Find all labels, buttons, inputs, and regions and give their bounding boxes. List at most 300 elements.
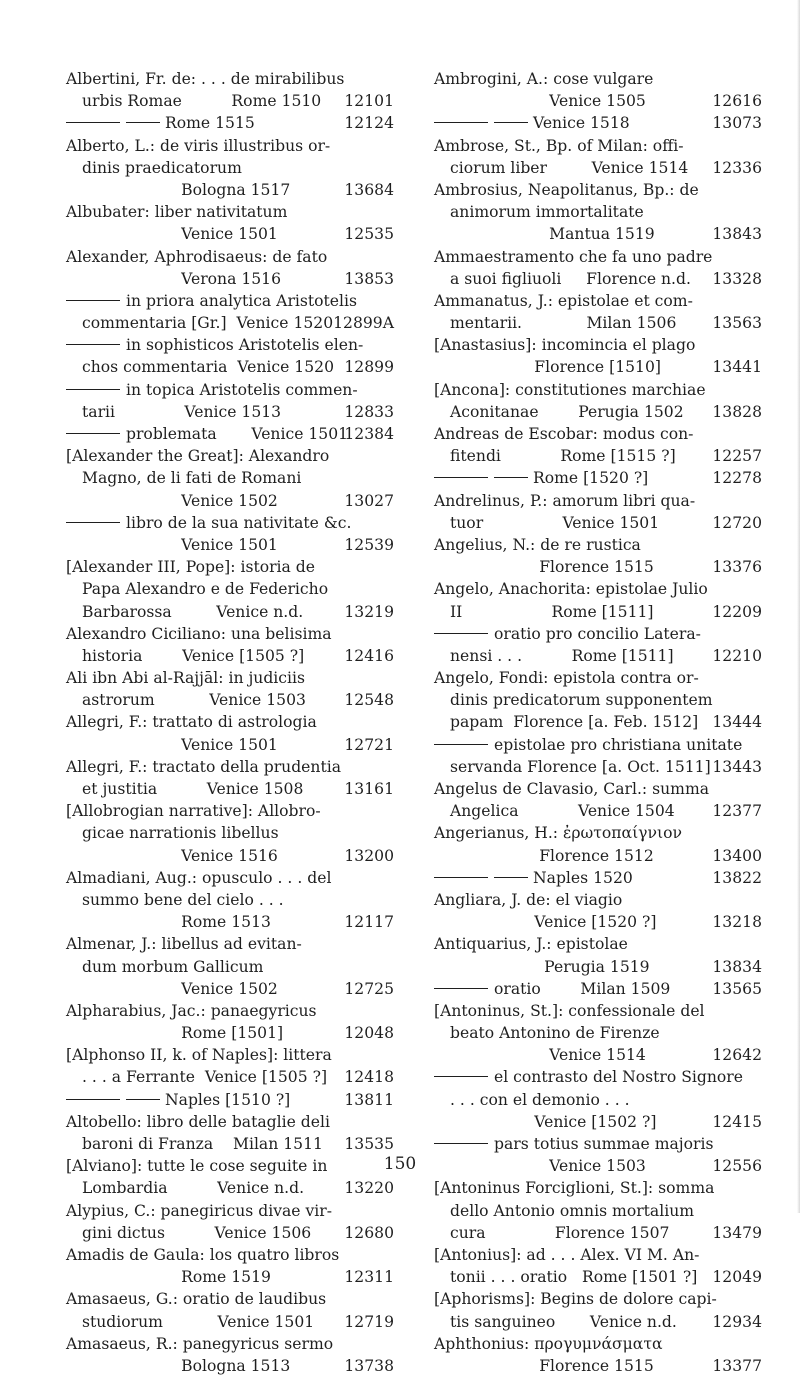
ditto-dash	[66, 522, 120, 523]
entry-text-content: beato Antonino de Firenze	[450, 1024, 660, 1043]
entry-text	[66, 1288, 326, 1310]
entry-text	[434, 423, 693, 445]
entry-line	[434, 1200, 762, 1222]
entry-line	[66, 1288, 394, 1310]
catalog-number: 12416	[344, 646, 394, 665]
entry-text	[434, 90, 646, 112]
entry-text	[66, 911, 271, 933]
entry-text-content: Angelius, N.: de re rustica	[434, 535, 641, 554]
entry-text-content: servanda Florence [a. Oct. 1511]	[450, 757, 711, 776]
catalog-number: 12209	[712, 602, 762, 621]
entry-text-content: Venice 1501	[82, 735, 278, 754]
entry-text-content: gicae narrationis libellus	[82, 824, 279, 843]
entry-line	[66, 1044, 394, 1066]
entry-text-content: historia Venice [1505 ?]	[82, 646, 305, 665]
entry-line	[66, 933, 394, 955]
catalog-entry	[66, 334, 394, 378]
entry-text	[66, 490, 278, 512]
catalog-number: 12720	[712, 513, 762, 532]
catalog-number: 12680	[344, 1223, 394, 1242]
catalog-number: 13843	[712, 225, 762, 244]
entry-text-content: [Ancona]: constitutiones marchiae	[434, 380, 706, 399]
catalog-entry	[66, 246, 394, 290]
entry-line	[434, 334, 762, 356]
entry-text	[434, 1111, 656, 1133]
entry-text	[66, 356, 334, 378]
catalog-entry	[66, 1333, 394, 1377]
catalog-number: 12049	[712, 1268, 762, 1287]
entry-text	[66, 734, 278, 756]
entry-text	[434, 1000, 705, 1022]
entry-text-content: Rome [1501]	[82, 1024, 284, 1043]
entry-line	[434, 90, 762, 112]
entry-line	[66, 911, 394, 933]
entry-text-content: nensi . . . Rome [1511]	[450, 646, 674, 665]
entry-text-content: tonii . . . oratio Rome [1501 ?]	[450, 1268, 698, 1287]
entry-text	[434, 1200, 694, 1222]
entry-text-content: Naples 1520	[533, 868, 633, 887]
catalog-entry	[66, 756, 394, 800]
catalog-number: 12725	[344, 979, 394, 998]
catalog-entry	[434, 778, 762, 822]
entry-line	[66, 223, 394, 245]
entry-text-content: Papa Alexandro e de Federicho	[82, 580, 329, 599]
catalog-entry	[434, 1000, 762, 1067]
entry-text	[66, 1044, 332, 1066]
entry-text-content: Ambrosius, Neapolitanus, Bp.: de	[434, 180, 699, 199]
entry-text	[66, 246, 327, 268]
catalog-entry	[434, 1288, 762, 1332]
entry-line	[66, 490, 394, 512]
entry-line	[434, 246, 762, 268]
entry-line	[434, 578, 762, 600]
entry-line	[434, 845, 762, 867]
entry-text-content: Almenar, J.: libellus ad evitan-	[66, 935, 302, 954]
catalog-entry	[66, 445, 394, 512]
right-column	[434, 68, 762, 1377]
entry-line	[434, 68, 762, 90]
catalog-entry	[434, 667, 762, 734]
page-number: 150	[383, 1154, 417, 1174]
entry-text-content: in sophisticos Aristotelis elen-	[126, 336, 364, 355]
catalog-entry	[66, 1200, 394, 1244]
catalog-number: 13219	[344, 602, 394, 621]
entry-line	[434, 179, 762, 201]
entry-text-content: dello Antonio omnis mortalium	[450, 1201, 695, 1220]
catalog-entry	[66, 623, 394, 667]
entry-text	[66, 423, 348, 445]
ditto-dash	[66, 1099, 120, 1100]
entry-text-content: dum morbum Gallicum	[82, 957, 264, 976]
entry-text	[66, 1266, 271, 1288]
entry-text-content: Rome 1515	[165, 114, 255, 133]
catalog-number: 12535	[344, 225, 394, 244]
entry-text	[66, 556, 315, 578]
entry-line	[66, 1311, 394, 1333]
entry-line	[434, 867, 762, 889]
entry-text-content: [Alphonso II, k. of Naples]: littera	[66, 1046, 332, 1065]
entry-text-content: [Alexander III, Pope]: istoria de	[66, 558, 316, 577]
entry-text-content: Amadis de Gaula: los quatro libros	[66, 1245, 340, 1264]
entry-text	[434, 135, 684, 157]
entry-text	[66, 1333, 333, 1355]
entry-text	[434, 800, 675, 822]
entry-text-content: Florence 1515	[450, 1356, 654, 1375]
entry-text-content: commentaria [Gr.] Venice 1520	[82, 314, 334, 333]
entry-text-content: libro de la sua nativitate &c.	[126, 513, 352, 532]
entry-line	[434, 223, 762, 245]
catalog-entry	[434, 1244, 762, 1288]
entry-text	[434, 246, 712, 268]
entry-text	[434, 845, 654, 867]
entry-line	[434, 1333, 762, 1355]
entry-line	[66, 423, 394, 445]
catalog-entry	[434, 68, 762, 112]
catalog-number: 13738	[344, 1356, 394, 1375]
entry-text	[434, 179, 699, 201]
entry-line	[66, 312, 394, 334]
entry-text	[66, 1311, 314, 1333]
entry-text-content: tis sanguineo Venice n.d.	[450, 1312, 677, 1331]
entry-text	[66, 623, 332, 645]
entry-text-content: Rome [1520 ?]	[533, 469, 649, 488]
catalog-number: 12616	[712, 92, 762, 111]
catalog-entry	[434, 112, 762, 134]
entry-text-content: Florence [1510]	[450, 358, 661, 377]
entry-text-content: [Antoninus, St.]: confessionale del	[434, 1001, 705, 1020]
entry-text	[66, 334, 363, 356]
catalog-entry	[434, 933, 762, 977]
catalog-entry	[66, 135, 394, 202]
catalog-entry	[434, 867, 762, 889]
entry-line	[66, 1266, 394, 1288]
entry-line	[66, 734, 394, 756]
entry-text-content: [Alexander the Great]: Alexandro	[66, 447, 330, 466]
entry-text-content: [Anastasius]: incomincia el plago	[434, 336, 696, 355]
ditto-dash	[434, 744, 488, 745]
catalog-entry	[434, 978, 762, 1000]
left-column	[66, 68, 394, 1377]
entry-text-content: Rome 1519	[82, 1268, 271, 1287]
entry-line	[434, 1022, 762, 1044]
catalog-number: 13073	[712, 114, 762, 133]
ditto-dash	[494, 477, 528, 478]
entry-text	[434, 1066, 743, 1088]
catalog-entry	[434, 822, 762, 866]
entry-text	[66, 467, 301, 489]
entry-line	[66, 889, 394, 911]
entry-text-content: cura Florence 1507	[450, 1223, 670, 1242]
entry-text-content: Ammaestramento che fa uno padre	[434, 247, 713, 266]
catalog-entry	[434, 334, 762, 378]
entry-line	[66, 1089, 394, 1111]
catalog-entry	[66, 933, 394, 1000]
entry-text-content: Venice 1516	[82, 846, 278, 865]
entry-text-content: Angerianus, H.: ἐρωτοπαίγνιον	[434, 824, 682, 843]
ditto-dash	[126, 1099, 160, 1100]
entry-line	[66, 1022, 394, 1044]
entry-line	[434, 401, 762, 423]
ditto-dash	[434, 633, 488, 634]
ditto-dash	[494, 877, 528, 878]
catalog-number: 13200	[344, 846, 394, 865]
entry-text-content: in topica Aristotelis commen-	[126, 380, 358, 399]
entry-line	[66, 90, 394, 112]
catalog-entry	[66, 1044, 394, 1088]
entry-line	[434, 933, 762, 955]
catalog-number: 13535	[344, 1135, 394, 1153]
ditto-dash	[66, 122, 120, 123]
entry-text	[66, 445, 329, 467]
entry-text	[66, 1022, 283, 1044]
catalog-entry	[66, 667, 394, 711]
ditto-dash	[66, 344, 120, 345]
catalog-entry	[66, 512, 394, 556]
entry-text	[66, 512, 351, 534]
entry-line	[66, 179, 394, 201]
catalog-entry	[434, 179, 762, 246]
entry-text-content: Venice 1501	[82, 535, 278, 554]
entry-line	[66, 512, 394, 534]
ditto-dash	[434, 477, 488, 478]
catalog-number: 12278	[712, 469, 762, 488]
entry-text-content: [Antonius]: ad . . . Alex. VI M. An-	[434, 1245, 700, 1264]
entry-text-content: Venice 1502	[82, 979, 278, 998]
entry-line	[434, 1222, 762, 1244]
entry-line	[434, 1311, 762, 1333]
entry-text-content: Almadiani, Aug.: opusculo . . . del	[66, 868, 332, 887]
entry-line	[434, 312, 762, 334]
entry-text-content: Angliara, J. de: el viagio	[434, 890, 623, 909]
entry-text	[434, 689, 713, 711]
entry-line	[434, 1177, 762, 1199]
ditto-dash	[434, 1143, 488, 1144]
entry-text-content: Angelo, Anachorita: epistolae Julio	[434, 580, 708, 599]
entry-text-content: Barbarossa Venice n.d.	[82, 602, 304, 621]
catalog-number: 13444	[712, 713, 762, 732]
entry-line	[66, 1066, 394, 1088]
catalog-entry	[434, 1333, 762, 1377]
entry-line	[434, 157, 762, 179]
entry-text	[434, 645, 674, 667]
entry-line	[434, 978, 762, 1000]
catalog-entry	[434, 423, 762, 467]
entry-text	[66, 778, 303, 800]
entry-text	[66, 534, 278, 556]
entry-text	[434, 911, 656, 933]
entry-text-content: Magno, de li fati de Romani	[82, 469, 302, 488]
entry-line	[434, 667, 762, 689]
entry-text	[434, 334, 695, 356]
entry-text	[434, 112, 630, 134]
catalog-entry	[66, 290, 394, 334]
entry-text-content: Albubater: liber nativitatum	[66, 203, 288, 222]
entry-line	[434, 112, 762, 134]
entry-text-content: et justitia Venice 1508	[82, 780, 304, 798]
ditto-dash	[494, 122, 528, 123]
entry-text-content: el contrasto del Nostro Signore	[494, 1068, 743, 1087]
entry-text-content: Bologna 1513	[82, 1356, 291, 1375]
entry-line	[66, 822, 394, 844]
catalog-entry	[434, 734, 762, 778]
entry-line	[434, 201, 762, 223]
catalog-number: 12415	[712, 1112, 762, 1131]
entry-text	[434, 445, 676, 467]
entry-line	[66, 534, 394, 556]
ditto-dash	[434, 1076, 488, 1077]
entry-text-content: Allegri, F.: trattato di astrologia	[66, 713, 317, 732]
entry-text	[434, 1244, 699, 1266]
entry-text-content: Perugia 1519	[450, 957, 650, 976]
entry-text	[434, 1355, 654, 1377]
entry-line	[434, 356, 762, 378]
entry-line	[66, 334, 394, 356]
catalog-entry	[434, 1066, 762, 1133]
entry-text-content: Angelica Venice 1504	[450, 802, 675, 821]
catalog-number: 13811	[344, 1090, 394, 1109]
ditto-dash	[434, 122, 488, 123]
entry-text-content: Ammanatus, J.: epistolae et com-	[434, 291, 693, 310]
entry-text-content: Alexander, Aphrodisaeus: de fato	[66, 247, 328, 266]
entry-text	[434, 956, 650, 978]
entry-text	[434, 223, 655, 245]
entry-text	[434, 867, 633, 889]
entry-text-content: summo bene del cielo . . .	[82, 890, 284, 909]
entry-text-content: Venice [1502 ?]	[450, 1112, 657, 1131]
entry-line	[434, 534, 762, 556]
catalog-number: 13027	[344, 491, 394, 510]
entry-text-content: Altobello: libro delle bataglie deli	[66, 1112, 330, 1131]
entry-text-content: Venice 1505	[450, 92, 646, 111]
catalog-number: 12336	[712, 158, 762, 177]
entry-text	[434, 1222, 669, 1244]
entry-text-content: Andreas de Escobar: modus con-	[434, 425, 694, 443]
entry-text	[434, 933, 628, 955]
entry-text	[434, 157, 688, 179]
catalog-number: 12934	[712, 1312, 762, 1331]
catalog-entry	[434, 379, 762, 423]
entry-text	[66, 157, 242, 179]
entry-text	[434, 401, 684, 423]
ditto-dash	[66, 300, 120, 301]
entry-line	[66, 356, 394, 378]
catalog-entry	[66, 800, 394, 867]
entry-text-content: Venice 1501	[82, 225, 278, 244]
catalog-number: 12210	[712, 646, 762, 665]
entry-text	[66, 223, 278, 245]
entry-text	[66, 711, 317, 733]
entry-line	[66, 1177, 394, 1199]
entry-text	[66, 1177, 304, 1199]
entry-text-content: Antiquarius, J.: epistolae	[434, 935, 628, 954]
catalog-number: 13853	[344, 269, 394, 288]
entry-text	[434, 778, 709, 800]
entry-line	[66, 556, 394, 578]
entry-text	[66, 756, 341, 778]
entry-text	[66, 867, 331, 889]
entry-text	[66, 379, 358, 401]
entry-line	[434, 135, 762, 157]
catalog-number: 12833	[344, 402, 394, 421]
entry-text	[66, 268, 281, 290]
entry-text	[66, 312, 333, 334]
entry-line	[66, 290, 394, 312]
catalog-number: 13834	[712, 957, 762, 976]
entry-line	[434, 889, 762, 911]
entry-text-content: Alpharabius, Jac.: panaegyricus	[66, 1001, 317, 1020]
entry-text	[434, 490, 695, 512]
entry-text	[434, 623, 701, 645]
catalog-number: 13328	[712, 269, 762, 288]
entry-line	[434, 379, 762, 401]
catalog-entry	[434, 135, 762, 179]
entry-line	[434, 467, 762, 489]
catalog-number: 12556	[712, 1157, 762, 1176]
entry-text	[66, 135, 330, 157]
entry-text-content: . . . con el demonio . . .	[450, 1090, 630, 1109]
entry-text	[66, 956, 263, 978]
entry-line	[434, 268, 762, 290]
entry-text	[66, 645, 304, 667]
catalog-number: 12418	[344, 1068, 394, 1087]
catalog-entry	[434, 490, 762, 534]
catalog-number: 12377	[712, 802, 762, 821]
entry-line	[66, 956, 394, 978]
entry-text-content: baroni di Franza Milan 1511	[82, 1135, 323, 1153]
catalog-number: 12311	[344, 1268, 394, 1287]
entry-text	[66, 578, 328, 600]
entry-line	[66, 1111, 394, 1133]
entry-line	[434, 911, 762, 933]
entry-line	[66, 1200, 394, 1222]
entry-text-content: Alypius, C.: panegiricus divae vir-	[66, 1201, 333, 1220]
entry-text-content: epistolae pro christiana unitate	[494, 735, 743, 754]
entry-text	[434, 711, 698, 733]
entry-line	[66, 800, 394, 822]
entry-text-content: Ali ibn Abi al-Rajjāl: in judiciis	[66, 669, 306, 688]
catalog-entry	[66, 1111, 394, 1155]
entry-line	[66, 1244, 394, 1266]
entry-text	[66, 1111, 330, 1133]
entry-text	[66, 112, 255, 134]
entry-text-content: papam Florence [a. Feb. 1512]	[450, 713, 699, 732]
catalog-number: 13441	[712, 358, 762, 377]
entry-text	[66, 822, 279, 844]
entry-text-content: Aconitanae Perugia 1502	[450, 402, 684, 421]
entry-line	[434, 734, 762, 756]
catalog-number: 12539	[344, 535, 394, 554]
entry-text-content: oratio Milan 1509	[494, 979, 671, 998]
entry-text-content: urbis Romae Rome 1510	[82, 92, 322, 111]
entry-text-content: [Allobrogian narrative]: Allobro-	[66, 802, 321, 821]
catalog-entry	[66, 423, 394, 445]
entry-text	[434, 667, 699, 689]
entry-text	[66, 179, 290, 201]
entry-text-content: animorum immortalitate	[450, 203, 644, 222]
entry-text-content: Venice 1503	[450, 1157, 646, 1176]
entry-line	[66, 623, 394, 645]
catalog-number: 12117	[344, 913, 394, 932]
entry-text	[434, 1288, 717, 1310]
entry-text	[66, 689, 306, 711]
catalog-entry	[434, 578, 762, 622]
entry-text	[66, 1244, 339, 1266]
catalog-number: 12124	[344, 114, 394, 133]
entry-text	[66, 601, 303, 623]
entry-text	[66, 201, 287, 223]
catalog-entry	[66, 112, 394, 134]
entry-text	[434, 312, 676, 334]
